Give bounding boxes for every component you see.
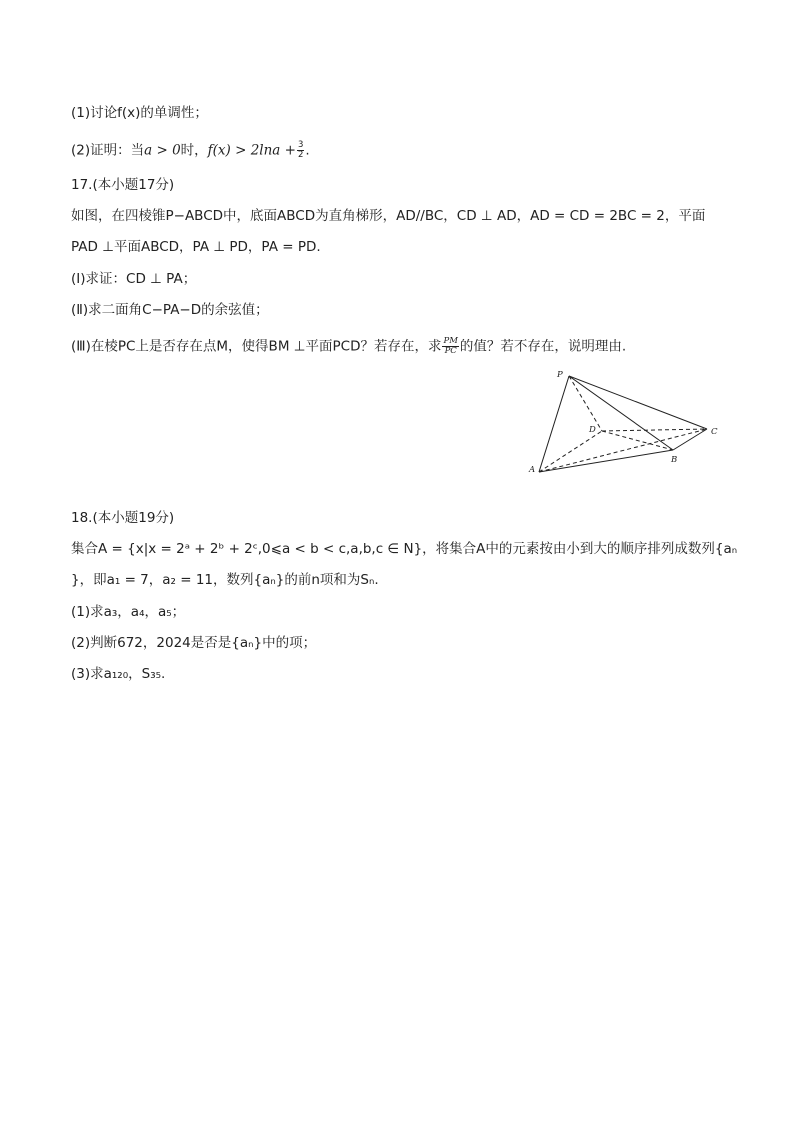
edge-BC (673, 429, 707, 450)
edge-PA (539, 376, 569, 472)
q18-part2: (2)判断672，2024是否是{aₙ}中的项； (71, 635, 317, 651)
edge-AD (539, 431, 602, 472)
q16-part2-mid: 时， (180, 142, 208, 159)
q17-stem-line1: 如图，在四棱锥P−ABCD中，底面ABCD为直角梯形，AD//BC，CD ⊥ AD，AD = CD = 2BC = 2，平面 (71, 208, 706, 224)
q16-part2-inequality: f(x) > 2lna + (207, 142, 296, 159)
q17-part3 (71, 337, 626, 356)
q16-part1: (1)讨论f(x)的单调性； (71, 105, 208, 121)
q17-part1: (Ⅰ)求证：CD ⊥ PA； (71, 271, 197, 287)
q17-fraction-denominator: PC (444, 346, 457, 356)
q17-header: 17.(本小题17分) (71, 177, 175, 193)
edge-PD (569, 376, 602, 431)
q17-part3-suffix: 的值？若不存在，说明理由. (459, 338, 627, 355)
q16-fraction-denominator: 2 (297, 150, 304, 160)
q17-fraction-numerator: PM (443, 336, 458, 346)
q16-part2-cond: a > 0 (144, 142, 181, 159)
vertex-label-C: C (711, 427, 718, 437)
q16-part2 (71, 141, 310, 160)
edge-AC (539, 429, 707, 472)
q18-header: 18.(本小题19分) (71, 510, 175, 526)
pyramid-figure (520, 362, 730, 480)
q18-part1: (1)求a₃，a₄，a₅； (71, 604, 186, 620)
edge-DC (602, 429, 707, 431)
q17-part2: (Ⅱ)求二面角C−PA−D的余弦值； (71, 302, 269, 318)
q16-part2-prefix: (2)证明：当 (71, 142, 145, 159)
q16-part2-end: . (305, 142, 310, 159)
q18-stem-line2: }，即a₁ = 7，a₂ = 11，数列{aₙ}的前n项和为Sₙ. (71, 572, 379, 588)
q16-fraction-numerator: 3 (297, 140, 304, 150)
q17-part3-prefix: (Ⅲ)在棱PC上是否存在点M，使得BM ⊥平面PCD？若存在，求 (71, 338, 442, 355)
edge-AB (539, 450, 673, 472)
vertex-label-A: A (529, 465, 536, 475)
vertex-label-P: P (557, 370, 563, 380)
q18-part3: (3)求a₁₂₀，S₃₅. (71, 666, 166, 682)
edge-PC (569, 376, 707, 429)
vertex-label-B: B (671, 455, 678, 465)
vertex-label-D: D (589, 425, 596, 435)
q16-fraction (297, 141, 304, 160)
q18-stem-line1: 集合A = {x|x = 2ᵃ + 2ᵇ + 2ᶜ,0⩽a < b < c,a,b,c ∈ N}，将集合A中的元素按由小到大的顺序排列成数列{aₙ (71, 541, 738, 557)
q17-stem-line2: PAD ⊥平面ABCD，PA ⊥ PD，PA = PD. (71, 239, 321, 255)
q17-fraction (442, 337, 458, 356)
edge-PB (569, 376, 673, 450)
